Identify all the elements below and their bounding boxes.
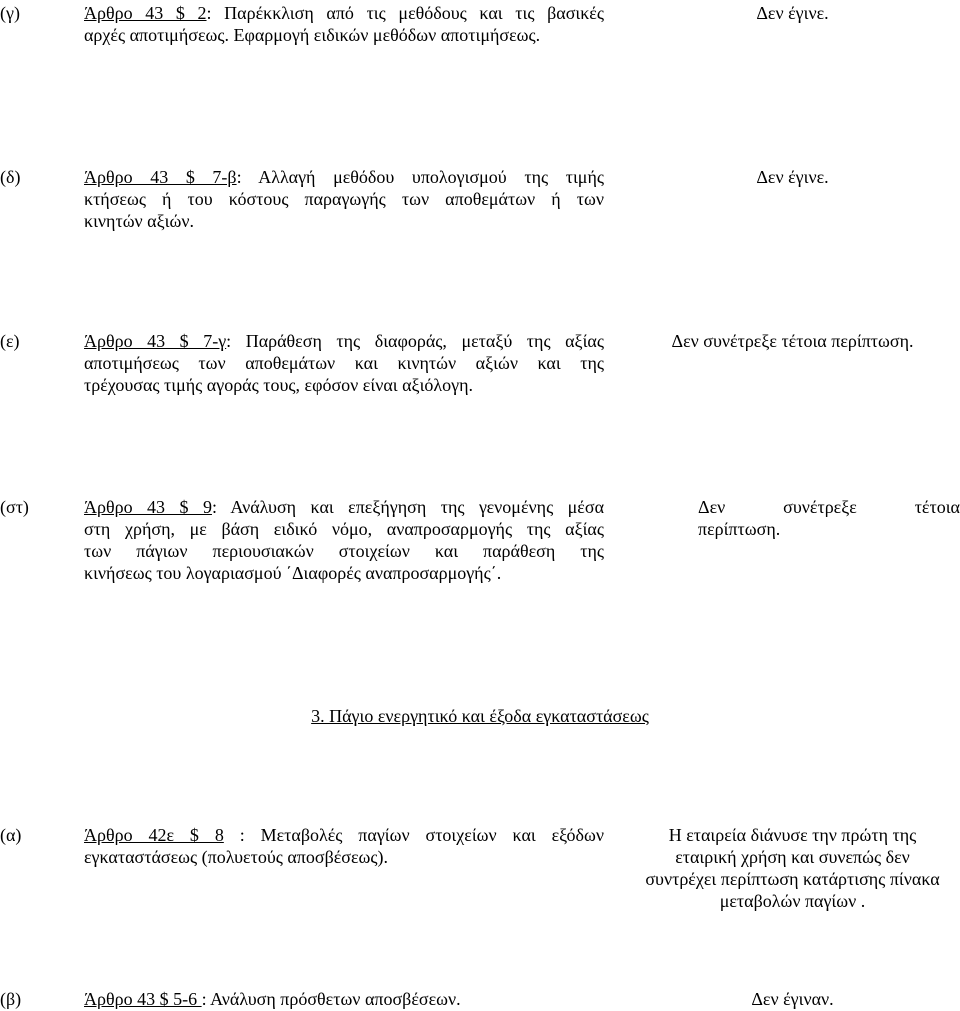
article-reference: Άρθρο 43 $ 5-6 [84,989,202,1009]
item-status: Δεν έγιναν. [751,989,834,1009]
section-heading: 3. Πάγιο ενεργητικό και έξοδα εγκαταστάσεως [311,706,649,726]
item-status: Δεν συνέτρεξε τέτοια περίπτωση. [671,331,914,351]
item-text: Άρθρο 43 $ 5-6 : Ανάλυση πρόσθετων αποσβέσεων. [84,989,461,1009]
item-label: (β) [0,989,22,1009]
item-status: Δεν έγινε. [756,3,829,23]
item-label: (δ) [0,167,21,187]
article-reference: Άρθρο 43 $ 9 [84,497,212,517]
item-text: Άρθρο 43 $ 7-γ: Παράθεση της διαφοράς, μεταξύ της αξίας αποτιμήσεως των αποθεμάτων και κινητών αξιών και της τρέχουσας τιμής αγοράς τους, εφόσον είναι αξιόλογη. [84,331,604,395]
article-reference: Άρθρο 42ε $ 8 [84,825,224,845]
item-status: Δεν συνέτρεξε τέτοια περίπτωση. [698,497,960,539]
item-status: Δεν έγινε. [756,167,829,187]
article-reference: Άρθρο 43 $ 7-β [84,167,237,187]
article-reference: Άρθρο 43 $ 7-γ [84,331,227,351]
item-label: (γ) [0,3,20,23]
item-text: Άρθρο 42ε $ 8 : Μεταβολές παγίων στοιχείων και εξόδων εγκαταστάσεως (πολυετούς αποσβέσεως). [84,825,604,867]
item-label: (α) [0,825,22,845]
article-reference: Άρθρο 43 $ 2 [84,3,207,23]
item-text: Άρθρο 43 $ 2: Παρέκκλιση από τις μεθόδους και τις βασικές αρχές αποτιμήσεως. Εφαρμογή ειδικών μεθόδων αποτιμήσεως. [84,3,604,45]
item-status: Η εταιρεία διάνυσε την πρώτη της εταιρική χρήση και συνεπώς δεν συντρέχει περίπτωση κατάρτισης πίνακα μεταβολών παγίων . [645,825,940,911]
item-label: (στ) [0,497,29,517]
item-text: Άρθρο 43 $ 9: Ανάλυση και επεξήγηση της γενομένης μέσα στη χρήση, με βάση ειδικό νόμο, αναπροσαρμογής της αξίας των πάγιων περιουσιακών στοιχείων και παράθεση της κινήσεως του λογαριασμού ΄Διαφορές αναπροσαρμογής΄. [84,497,604,583]
item-text: Άρθρο 43 $ 7-β: Αλλαγή μεθόδου υπολογισμού της τιμής κτήσεως ή του κόστους παραγωγής των αποθεμάτων ή των κινητών αξιών. [84,167,604,231]
item-label: (ε) [0,331,20,351]
